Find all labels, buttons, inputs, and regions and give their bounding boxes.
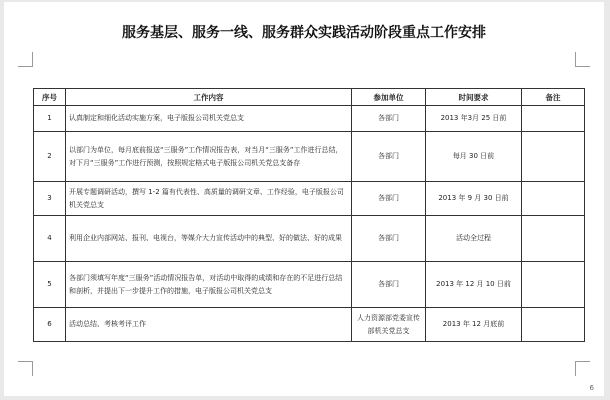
table-row bbox=[34, 262, 585, 308]
cell-time-requirement: 2013 年 12 月 10 日前 bbox=[426, 262, 522, 308]
cell-time-requirement: 2013 年3月 25 日前 bbox=[426, 106, 522, 132]
cell-serial-number: 2 bbox=[34, 132, 66, 182]
cell-time-requirement: 2013 年 9 月 30 日前 bbox=[426, 182, 522, 216]
cell-serial-number: 4 bbox=[34, 216, 66, 262]
header-work-content: 工作内容 bbox=[66, 89, 352, 106]
header-time-requirement: 时间要求 bbox=[426, 89, 522, 106]
table-row bbox=[34, 182, 585, 216]
cell-work-content: 活动总结、考核考评工作 bbox=[66, 308, 352, 342]
cell-remarks bbox=[522, 182, 585, 216]
page-number: 6 bbox=[589, 384, 594, 392]
cell-remarks bbox=[522, 216, 585, 262]
crop-mark-bottom-right bbox=[575, 361, 590, 376]
table-header-row bbox=[34, 89, 585, 106]
cell-time-requirement: 2013 年 12 月底前 bbox=[426, 308, 522, 342]
cell-time-requirement: 活动全过程 bbox=[426, 216, 522, 262]
cell-work-content: 认真制定和细化活动实施方案，电子版报公司机关党总支 bbox=[66, 106, 352, 132]
header-participating-unit: 参加单位 bbox=[352, 89, 426, 106]
cell-remarks bbox=[522, 106, 585, 132]
cell-participating-unit: 各部门 bbox=[352, 182, 426, 216]
document-page bbox=[4, 2, 604, 396]
table-row bbox=[34, 308, 585, 342]
cell-work-content: 开展专题调研活动，撰写 1-2 篇有代表性、高质量的调研文章、工作经验，电子版报公司机关党总支 bbox=[66, 182, 352, 216]
cell-participating-unit: 各部门 bbox=[352, 106, 426, 132]
cell-serial-number: 5 bbox=[34, 262, 66, 308]
cell-work-content: 以部门为单位，每月底前报送“三服务”工作情况报告表，对当月“三服务”工作进行总结，对下月“三服务”工作进行预测，按照规定格式电子版报公司机关党总支备存 bbox=[66, 132, 352, 182]
work-schedule-table bbox=[33, 88, 585, 342]
table-row bbox=[34, 132, 585, 182]
cell-participating-unit: 人力资源部党委宣传部机关党总支 bbox=[352, 308, 426, 342]
cell-participating-unit: 各部门 bbox=[352, 262, 426, 308]
cell-serial-number: 1 bbox=[34, 106, 66, 132]
cell-serial-number: 3 bbox=[34, 182, 66, 216]
cell-remarks bbox=[522, 262, 585, 308]
table-row bbox=[34, 216, 585, 262]
table-row bbox=[34, 106, 585, 132]
header-serial-number: 序号 bbox=[34, 89, 66, 106]
crop-mark-top-left bbox=[18, 52, 33, 67]
cell-work-content: 利用企业内部网站、报刊、电视台，等媒介大力宣传活动中的典型、好的做法、好的成果 bbox=[66, 216, 352, 262]
cell-work-content: 各部门须填写年度“三服务”活动情况报告单，对活动中取得的成绩和存在的不足进行总结和剖析，并提出下一步提升工作的措施，电子版报公司机关党总支 bbox=[66, 262, 352, 308]
cell-serial-number: 6 bbox=[34, 308, 66, 342]
cell-remarks bbox=[522, 132, 585, 182]
cell-participating-unit: 各部门 bbox=[352, 132, 426, 182]
crop-mark-top-right bbox=[575, 52, 590, 67]
cell-remarks bbox=[522, 308, 585, 342]
cell-participating-unit: 各部门 bbox=[352, 216, 426, 262]
header-remarks: 备注 bbox=[522, 89, 585, 106]
crop-mark-bottom-left bbox=[18, 361, 33, 376]
cell-time-requirement: 每月 30 日前 bbox=[426, 132, 522, 182]
document-title: 服务基层、服务一线、服务群众实践活动阶段重点工作安排 bbox=[122, 25, 486, 41]
